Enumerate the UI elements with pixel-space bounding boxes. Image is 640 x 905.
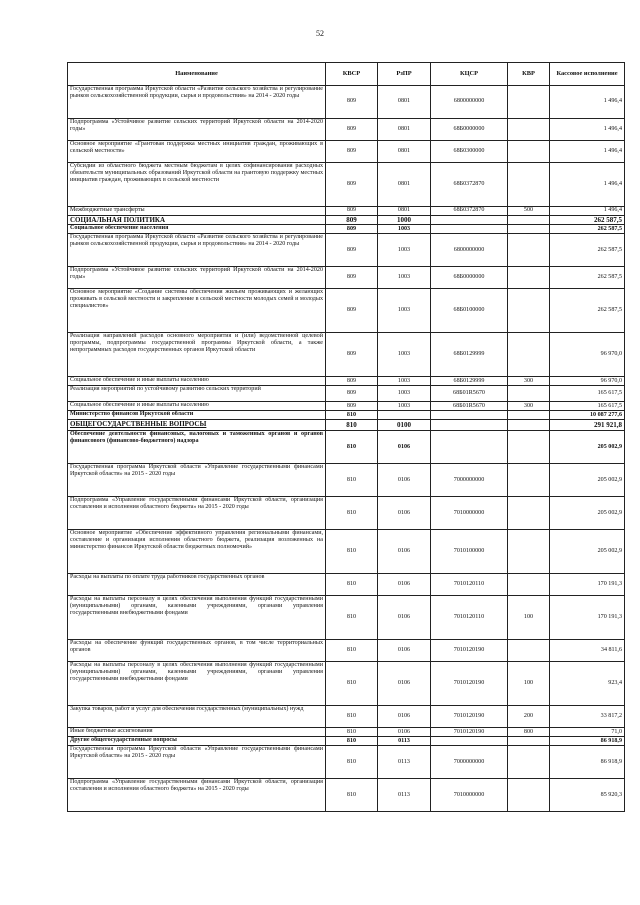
cell-amount: 1 496,4 (550, 119, 625, 141)
cell-amount: 1 496,4 (550, 163, 625, 207)
cell-name: Основное мероприятие «Грантовая поддержка местных инициатив граждан, проживающих в сельской местности» (68, 141, 326, 163)
cell-kvr (508, 464, 550, 497)
cell-name: Обеспечение деятельности финансовых, налоговых и таможенных органов и органов финансового (финансово-бюджетного) надзора (68, 431, 326, 464)
cell-name: Расходы на выплаты по оплате труда работников государственных органов (68, 574, 326, 596)
cell-name: Подпрограмма «Управление государственными финансами Иркутской области, организация составления и исполнения областного бюджета» на 2015 - 2020 годы (68, 497, 326, 530)
cell-name: Межбюджетные трансферты (68, 207, 326, 216)
cell-rzpr: 0801 (378, 119, 431, 141)
cell-kvr (508, 411, 550, 420)
cell-kvsr: 809 (326, 163, 378, 207)
cell-kvsr: 810 (326, 574, 378, 596)
cell-rzpr: 0106 (378, 464, 431, 497)
cell-kcsr: 7010100000 (431, 530, 508, 574)
cell-kvsr: 809 (326, 119, 378, 141)
table-row (68, 640, 625, 662)
cell-amount: 33 817,2 (550, 706, 625, 728)
cell-rzpr: 0106 (378, 640, 431, 662)
table-row (68, 234, 625, 267)
cell-kvr (508, 431, 550, 464)
cell-kvr (508, 141, 550, 163)
cell-amount: 291 921,8 (550, 420, 625, 431)
cell-kvr (508, 289, 550, 333)
cell-kvsr: 810 (326, 706, 378, 728)
table-row (68, 420, 625, 431)
cell-kvr (508, 530, 550, 574)
cell-kvsr: 810 (326, 420, 378, 431)
cell-name: Подпрограмма «Устойчивое развитие сельских территорий Иркутской области на 2014-2020 годы» (68, 267, 326, 289)
cell-amount: 10 087 277,6 (550, 411, 625, 420)
table-row (68, 497, 625, 530)
cell-rzpr: 1003 (378, 234, 431, 267)
table-row (68, 216, 625, 225)
cell-kcsr (431, 216, 508, 225)
cell-rzpr: 0801 (378, 86, 431, 119)
cell-name: Иные бюджетные ассигнования (68, 728, 326, 737)
cell-kcsr: 68Б01R5670 (431, 402, 508, 411)
cell-name: Закупка товаров, работ и услуг для обеспечения государственных (муниципальных) нужд (68, 706, 326, 728)
cell-kvr (508, 737, 550, 746)
cell-kvsr: 810 (326, 411, 378, 420)
cell-rzpr: 0106 (378, 574, 431, 596)
table-row (68, 402, 625, 411)
cell-amount: 170 191,3 (550, 574, 625, 596)
table-row (68, 746, 625, 779)
table-row (68, 596, 625, 640)
cell-rzpr: 0106 (378, 706, 431, 728)
cell-name: Расходы на обеспечение функций государственных органов, в том числе территориальных органов (68, 640, 326, 662)
cell-amount: 1 496,4 (550, 86, 625, 119)
cell-amount: 85 920,3 (550, 779, 625, 812)
cell-kvr: 800 (508, 728, 550, 737)
cell-kvsr: 809 (326, 234, 378, 267)
cell-kvsr: 810 (326, 728, 378, 737)
cell-rzpr: 0106 (378, 431, 431, 464)
cell-kvsr: 809 (326, 216, 378, 225)
cell-name: Государственная программа Иркутской области «Развитие сельского хозяйства и регулирование рынков сельскохозяйственной продукции, сырья и продовольствия» на 2014 - 2020 годы (68, 86, 326, 119)
cell-rzpr: 1003 (378, 267, 431, 289)
table-row (68, 377, 625, 386)
cell-kcsr: 7010120110 (431, 574, 508, 596)
table-row (68, 163, 625, 207)
cell-name: Государственная программа Иркутской области «Управление государственными финансами Иркутской области» на 2015 - 2020 годы (68, 464, 326, 497)
cell-kcsr: 7010120190 (431, 662, 508, 706)
cell-name: ОБЩЕГОСУДАРСТВЕННЫЕ ВОПРОСЫ (68, 420, 326, 431)
cell-kcsr (431, 431, 508, 464)
cell-kvsr: 809 (326, 141, 378, 163)
cell-amount: 86 918,9 (550, 737, 625, 746)
cell-kvsr: 809 (326, 207, 378, 216)
cell-name: Реализация направлений расходов основного мероприятия и (или) ведомственной целевой программы, подпрограммы государственной программы Иркутской области, а также непрограммных расходов государственных органов Иркутской области (68, 333, 326, 377)
header-kvr: КВР (508, 63, 550, 86)
cell-name: Государственная программа Иркутской области «Управление государственными финансами Иркутской области» на 2015 - 2020 годы (68, 746, 326, 779)
cell-name: СОЦИАЛЬНАЯ ПОЛИТИКА (68, 216, 326, 225)
cell-amount: 923,4 (550, 662, 625, 706)
cell-rzpr: 1003 (378, 225, 431, 234)
table-row (68, 386, 625, 402)
table-row (68, 289, 625, 333)
cell-kcsr: 6800000000 (431, 234, 508, 267)
cell-kvsr: 809 (326, 225, 378, 234)
cell-kvsr: 810 (326, 662, 378, 706)
table-row (68, 225, 625, 234)
cell-kvr (508, 86, 550, 119)
cell-kvsr: 809 (326, 333, 378, 377)
cell-kvr: 200 (508, 706, 550, 728)
cell-rzpr: 0801 (378, 207, 431, 216)
cell-amount: 86 918,9 (550, 746, 625, 779)
cell-kvsr: 810 (326, 640, 378, 662)
cell-rzpr: 0100 (378, 420, 431, 431)
cell-kvsr: 810 (326, 530, 378, 574)
cell-rzpr: 0113 (378, 779, 431, 812)
cell-kvr (508, 333, 550, 377)
cell-name: Подпрограмма «Устойчивое развитие сельских территорий Иркутской области на 2014-2020 годы» (68, 119, 326, 141)
cell-kvsr: 809 (326, 86, 378, 119)
cell-rzpr (378, 411, 431, 420)
cell-name: Субсидии из областного бюджета местным бюджетам в целях софинансирования расходных обязательств муниципальных образований Иркутской области на грантовую поддержку местных инициатив граждан, проживающих в сельской местности (68, 163, 326, 207)
table-row (68, 411, 625, 420)
table-row (68, 119, 625, 141)
cell-name: Расходы на выплаты персоналу в целях обеспечения выполнения функций государственными (муниципальными) органами, казенными учреждениями, органами управления государственными внебюджетными фондами (68, 662, 326, 706)
cell-kvr: 300 (508, 402, 550, 411)
cell-amount: 262 587,5 (550, 225, 625, 234)
cell-kcsr: 7010120190 (431, 640, 508, 662)
cell-amount: 262 587,5 (550, 289, 625, 333)
table-row (68, 530, 625, 574)
table-row (68, 86, 625, 119)
cell-kvsr: 809 (326, 402, 378, 411)
cell-amount: 165 617,5 (550, 402, 625, 411)
cell-kcsr: 68Б01R5670 (431, 386, 508, 402)
cell-kcsr: 6800000000 (431, 86, 508, 119)
table-row (68, 706, 625, 728)
cell-kvr (508, 163, 550, 207)
cell-rzpr: 0801 (378, 163, 431, 207)
cell-amount: 262 587,5 (550, 267, 625, 289)
cell-kvr (508, 234, 550, 267)
cell-rzpr: 0113 (378, 746, 431, 779)
cell-kvr (508, 267, 550, 289)
cell-name: Социальное обеспечение и иные выплаты населению (68, 402, 326, 411)
table-row (68, 207, 625, 216)
cell-rzpr: 0106 (378, 530, 431, 574)
cell-name: Основное мероприятие «Создание системы обеспечения жильем проживающих и желающих проживать в сельской местности и закрепление в сельской местности молодых семей и молодых специалистов» (68, 289, 326, 333)
cell-kcsr (431, 225, 508, 234)
cell-name: Социальное обеспечение и иные выплаты населению (68, 377, 326, 386)
cell-kcsr: 7010120110 (431, 596, 508, 640)
cell-amount: 1 496,4 (550, 141, 625, 163)
cell-amount: 1 496,4 (550, 207, 625, 216)
cell-kvr (508, 119, 550, 141)
budget-table (67, 62, 625, 812)
cell-rzpr: 0106 (378, 497, 431, 530)
cell-amount: 71,0 (550, 728, 625, 737)
cell-kcsr (431, 737, 508, 746)
cell-kvsr: 809 (326, 267, 378, 289)
cell-kvsr: 810 (326, 464, 378, 497)
table-body (68, 86, 625, 812)
cell-amount: 96 970,0 (550, 333, 625, 377)
cell-kcsr: 7010000000 (431, 779, 508, 812)
cell-kcsr: 7010120190 (431, 706, 508, 728)
cell-kvr (508, 497, 550, 530)
cell-rzpr: 1003 (378, 289, 431, 333)
cell-kvr: 100 (508, 596, 550, 640)
cell-amount: 205 002,9 (550, 530, 625, 574)
cell-name: Реализация мероприятий по устойчивому развитию сельских территорий (68, 386, 326, 402)
cell-name: Основное мероприятие «Обеспечение эффективного управления региональными финансами, составление и организация исполнения областного бюджета, реализация возложенных на министерство финансов Иркутской области бюджетных полномочий» (68, 530, 326, 574)
cell-kvr: 300 (508, 377, 550, 386)
cell-rzpr: 0106 (378, 596, 431, 640)
cell-kvr (508, 640, 550, 662)
header-kcsr: КЦСР (431, 63, 508, 86)
cell-kvsr: 810 (326, 746, 378, 779)
cell-kvr (508, 386, 550, 402)
cell-rzpr: 0801 (378, 141, 431, 163)
cell-kvr: 100 (508, 662, 550, 706)
table-row (68, 779, 625, 812)
cell-rzpr: 0106 (378, 728, 431, 737)
table-row (68, 728, 625, 737)
cell-kcsr: 68Б0372870 (431, 163, 508, 207)
cell-kcsr: 7010120190 (431, 728, 508, 737)
cell-amount: 34 811,6 (550, 640, 625, 662)
cell-name: Подпрограмма «Управление государственными финансами Иркутской области, организация составления и исполнения областного бюджета» на 2015 - 2020 годы (68, 779, 326, 812)
cell-kcsr (431, 411, 508, 420)
cell-kcsr: 68Б0000000 (431, 267, 508, 289)
cell-kvsr: 810 (326, 497, 378, 530)
cell-kvsr: 810 (326, 779, 378, 812)
table-row (68, 737, 625, 746)
table-row (68, 574, 625, 596)
cell-kcsr: 68Б0000000 (431, 119, 508, 141)
cell-rzpr: 0106 (378, 662, 431, 706)
cell-kvr (508, 420, 550, 431)
cell-amount: 262 587,5 (550, 234, 625, 267)
cell-kcsr: 68Б0372870 (431, 207, 508, 216)
header-rzpr: РзПР (378, 63, 431, 86)
header-kvsr: КВСР (326, 63, 378, 86)
cell-amount: 170 191,3 (550, 596, 625, 640)
cell-kvsr: 809 (326, 289, 378, 333)
cell-name: Государственная программа Иркутской области «Развитие сельского хозяйства и регулирование рынков сельскохозяйственной продукции, сырья и продовольствия» на 2014 - 2020 годы (68, 234, 326, 267)
cell-kcsr (431, 420, 508, 431)
table-row (68, 333, 625, 377)
cell-amount: 262 587,5 (550, 216, 625, 225)
cell-name: Министерство финансов Иркутской области (68, 411, 326, 420)
table-row (68, 662, 625, 706)
cell-kvsr: 810 (326, 431, 378, 464)
cell-rzpr: 1003 (378, 377, 431, 386)
cell-name: Расходы на выплаты персоналу в целях обеспечения выполнения функций государственными (муниципальными) органами, казенными учреждениями, органами управления государственными внебюджетными фондами (68, 596, 326, 640)
header-amount: Кассовое исполнение (550, 63, 625, 86)
table-row (68, 431, 625, 464)
table-row (68, 141, 625, 163)
page-number: 52 (316, 29, 324, 38)
cell-amount: 205 002,9 (550, 464, 625, 497)
cell-kvr (508, 216, 550, 225)
cell-kcsr: 7010000000 (431, 497, 508, 530)
cell-kcsr: 7000000000 (431, 464, 508, 497)
cell-kvsr: 809 (326, 377, 378, 386)
table-row (68, 464, 625, 497)
cell-kvsr: 810 (326, 737, 378, 746)
header-name: Наименование (68, 63, 326, 86)
cell-name: Другие общегосударственные вопросы (68, 737, 326, 746)
cell-rzpr: 1003 (378, 333, 431, 377)
cell-kvsr: 810 (326, 596, 378, 640)
cell-kvr (508, 746, 550, 779)
cell-name: Социальное обеспечение населения (68, 225, 326, 234)
cell-kcsr: 68Б0129999 (431, 377, 508, 386)
cell-amount: 205 002,9 (550, 431, 625, 464)
cell-rzpr: 1003 (378, 386, 431, 402)
cell-kvr (508, 574, 550, 596)
cell-rzpr: 1003 (378, 402, 431, 411)
cell-kvr (508, 779, 550, 812)
cell-kvsr: 809 (326, 386, 378, 402)
cell-kcsr: 68Б0100000 (431, 289, 508, 333)
cell-kvr (508, 225, 550, 234)
cell-rzpr: 0113 (378, 737, 431, 746)
cell-amount: 96 970,0 (550, 377, 625, 386)
table-header (68, 63, 625, 86)
cell-kcsr: 7000000000 (431, 746, 508, 779)
table-row (68, 267, 625, 289)
cell-rzpr: 1000 (378, 216, 431, 225)
cell-amount: 205 002,9 (550, 497, 625, 530)
cell-kvr: 500 (508, 207, 550, 216)
cell-kcsr: 68Б0300000 (431, 141, 508, 163)
cell-amount: 165 617,5 (550, 386, 625, 402)
cell-kcsr: 68Б0129999 (431, 333, 508, 377)
